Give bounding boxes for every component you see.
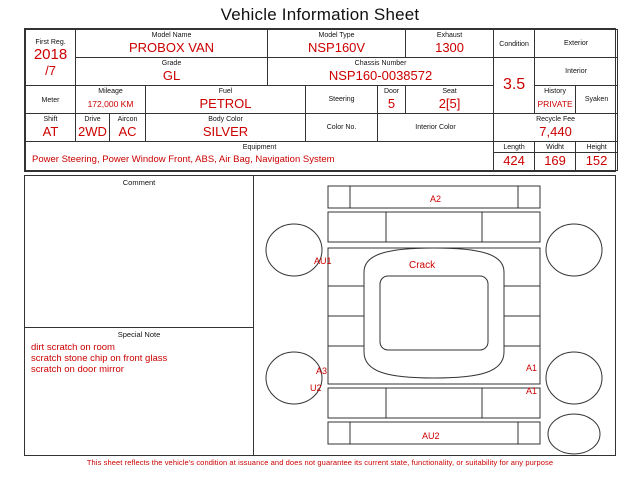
cell-exterior [535,30,618,58]
cell-recycle-fee [494,114,618,142]
cell-mileage [76,86,146,114]
cell-model-name [76,30,268,58]
cell-syaken [576,86,618,114]
wheel-rear-left [266,352,322,404]
interior-value [535,76,617,77]
fuel-label: Fuel [218,88,233,95]
page-title: Vehicle Information Sheet [220,5,420,24]
exhaust-label: Exhaust [436,32,463,39]
condition-value: 3.5 [502,76,526,93]
mark-a2: A2 [430,194,442,204]
mark-u2: U2 [310,383,322,393]
cell-width-value [535,153,576,171]
cell-model-type [268,30,406,58]
chassis-value: NSP160-0038572 [328,68,433,83]
first-reg-year: 2018 [33,45,68,63]
shift-value: AT [42,124,59,139]
comment-text [25,188,253,190]
recycle-fee-value: 7,440 [539,124,572,139]
trunk-shape [328,388,540,418]
mark-a3: A3 [316,366,328,376]
cell-chassis [268,58,494,86]
color-no-value [306,132,377,133]
mark-a1-lower: A1 [526,386,538,396]
cell-aircon [110,114,146,142]
exterior-value [535,48,617,49]
mileage-label: Mileage [98,88,123,95]
height-value: 152 [585,153,608,168]
equipment-label: Equipment [242,144,277,151]
cell-length-label [494,142,535,153]
cell-drive [76,114,110,142]
width-label: Widht [546,144,565,151]
wheel-front-right [546,224,602,276]
spec-table [24,28,616,172]
cell-fuel [146,86,306,114]
model-name-label: Model Name [151,32,192,39]
cell-grade [76,58,268,86]
grade-label: Grade [161,60,182,67]
cell-color-no [306,114,378,142]
special-note-line-1: dirt scratch on room [31,342,115,353]
wheel-spare [548,414,600,454]
length-value: 424 [503,153,525,168]
aircon-label: Aircon [117,116,138,123]
special-note-box [25,328,253,455]
history-value: PRIVATE [537,99,573,109]
steering-label: Steering [328,96,355,103]
interior-color-label: Interior Color [415,124,456,131]
cell-interior [535,58,618,86]
syaken-label: Syaken [584,96,609,103]
meter-label: Meter [41,96,60,104]
exhaust-value: 1300 [435,40,465,55]
mark-au1: AU1 [314,256,332,266]
comment-header: Comment [122,178,156,187]
cell-steering [306,86,378,114]
disclaimer-text: This sheet reflects the vehicle's condition at issuance and does not guarantee its current state, functionality, or suitability for any purpose [86,458,554,467]
model-type-value: NSP160V [307,40,366,55]
model-name-value: PROBOX VAN [129,40,215,55]
exterior-label: Exterior [564,40,589,47]
cell-history [535,86,576,114]
fuel-value: PETROL [199,96,252,111]
wheel-front-left [266,224,322,276]
cell-length-value [494,153,535,171]
mark-a1-upper: A1 [526,363,538,373]
width-value: 169 [544,153,566,168]
cell-height-label [576,142,618,153]
cell-meter [26,86,76,114]
cell-condition-value [494,58,535,114]
cell-first-reg [26,30,76,86]
special-note-line-2: scratch stone chip on front glass [31,353,168,364]
cell-body-color [146,114,306,142]
mark-crack: Crack [409,260,436,271]
seat-value: 2[5] [438,96,461,111]
cell-exhaust [406,30,494,58]
cell-door [378,86,406,114]
car-outline-svg [254,176,614,455]
mileage-value: 172,000 KM [87,99,134,109]
special-note-line-3: scratch on door mirror [31,364,124,375]
cell-height-value [576,153,618,171]
lower-section [24,175,616,456]
history-label: History [544,88,566,95]
cell-equipment [26,142,494,171]
door-value: 5 [387,96,396,111]
shift-label: Shift [43,116,58,123]
drive-label: Drive [84,116,101,123]
steering-value [306,104,377,105]
comment-box [25,176,253,328]
hood-shape [328,212,540,242]
body-color-label: Body Color [208,116,243,123]
height-label: Height [586,144,607,151]
roof-inner-shape [380,276,488,350]
door-label: Door [383,88,400,95]
recycle-fee-label: Recycle Fee [536,116,576,123]
table-row [26,114,618,142]
comment-column [25,176,254,455]
special-note-header: Special Note [117,330,161,339]
length-label: Length [503,144,525,151]
grade-value: GL [162,68,181,83]
condition-label: Condition [499,40,529,48]
wheel-rear-right [546,352,602,404]
model-type-label: Model Type [318,32,355,39]
syaken-value [576,104,617,105]
table-row [26,58,618,86]
first-reg-month: /7 [45,62,56,78]
interior-color-value [378,132,493,133]
aircon-value: AC [118,124,137,139]
cell-seat [406,86,494,114]
chassis-label: Chassis Number [354,60,407,67]
body-color-value: SILVER [202,124,249,139]
interior-label: Interior [565,68,587,75]
color-no-label: Color No. [326,124,357,131]
table-row [26,142,618,153]
cell-shift [26,114,76,142]
mark-au2: AU2 [422,431,440,441]
equipment-value: Power Steering, Power Window Front, ABS, Air Bag, Navigation System [32,154,335,165]
cell-condition-label [494,30,535,58]
damage-diagram [254,176,615,455]
first-reg-label: First Reg. [35,38,66,46]
cell-interior-color [378,114,494,142]
table-row [26,30,618,58]
drive-value: 2WD [78,124,107,139]
cell-width-label [535,142,576,153]
seat-label: Seat [442,88,457,95]
